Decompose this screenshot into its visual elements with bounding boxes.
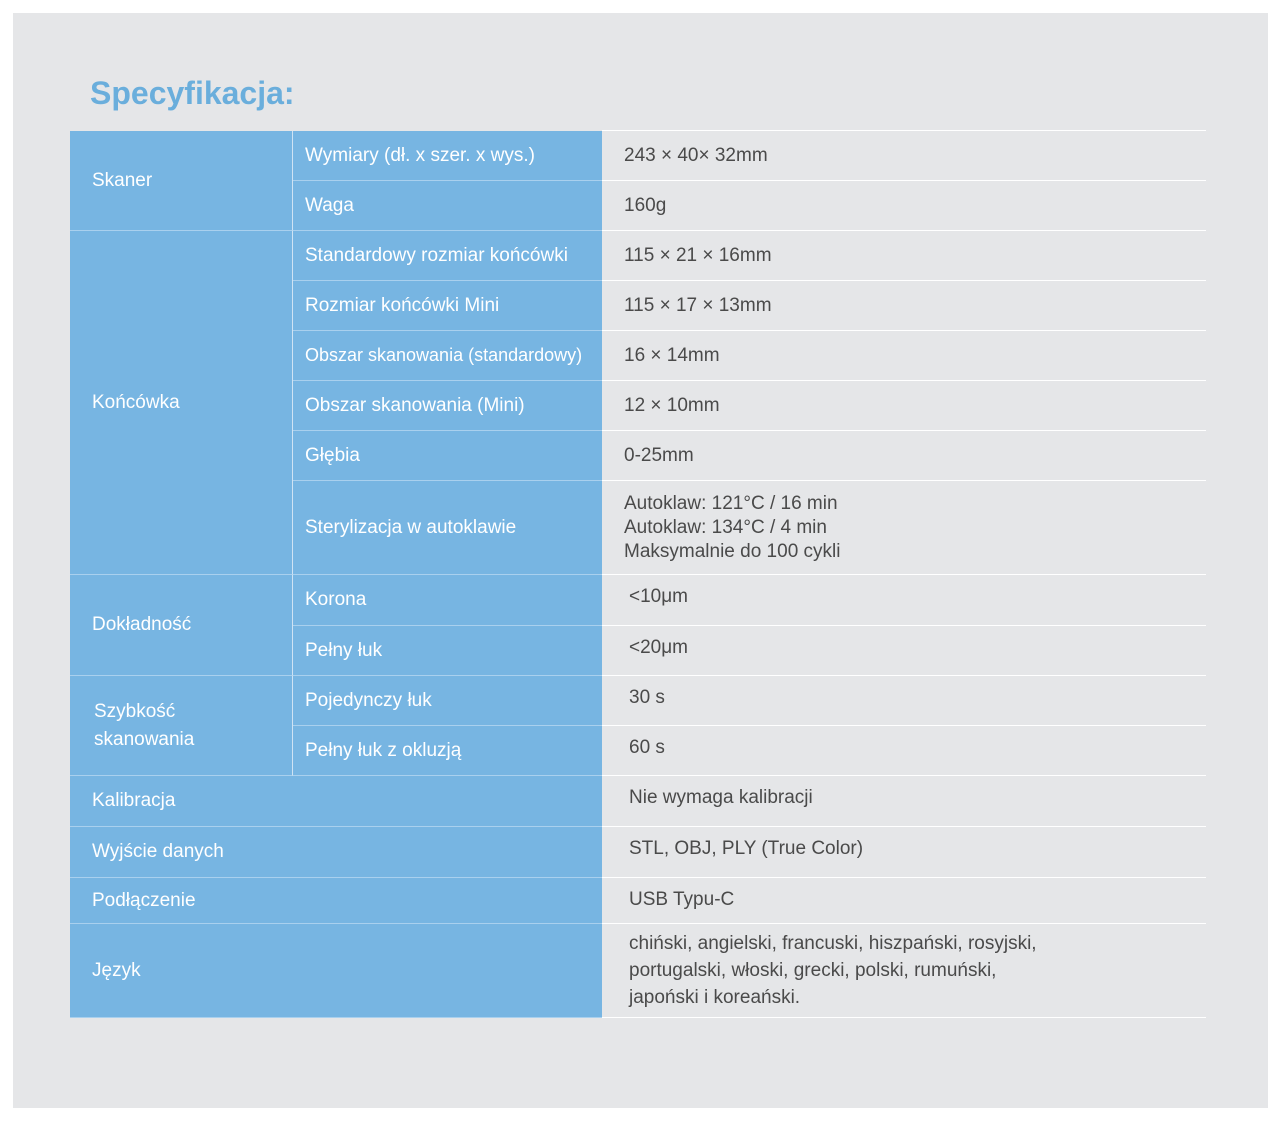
spec-value: 115 × 17 × 13mm [602, 280, 1206, 331]
spec-value: 60 s [602, 725, 1206, 776]
spec-label: Rozmiar końcówki Mini [293, 281, 602, 331]
spec-label: Pełny łuk z okluzją [293, 726, 602, 776]
spec-value: Nie wymaga kalibracji [602, 775, 1206, 827]
spec-value: 160g [602, 180, 1206, 231]
spec-value: 243 × 40× 32mm [602, 130, 1206, 181]
spec-table [70, 131, 1206, 1021]
spec-value: 0-25mm [602, 430, 1206, 481]
spec-value: chiński, angielski, francuski, hiszpański, rosyjski, portugalski, włoski, grecki, polski, rumuński, japoński i koreański. [602, 923, 1206, 1018]
spec-label: Obszar skanowania (standardowy) [293, 331, 602, 381]
spec-label: Wymiary (dł. x szer. x wys.) [293, 131, 602, 181]
spec-value: 16 × 14mm [602, 330, 1206, 381]
spec-value: <20μm [602, 625, 1206, 676]
category-jezyk: Język [70, 924, 602, 1018]
spec-label: Waga [293, 181, 602, 231]
spec-value: STL, OBJ, PLY (True Color) [602, 826, 1206, 878]
page-title: Specyfikacja: [90, 75, 295, 111]
spec-value: 12 × 10mm [602, 380, 1206, 431]
spec-label: Pojedynczy łuk [293, 676, 602, 726]
spec-value: Autoklaw: 121°C / 16 min Autoklaw: 134°C / 4 min Maksymalnie do 100 cykli [602, 480, 1206, 575]
category-dokladnosc: Dokładność [70, 575, 293, 676]
spec-label: Głębia [293, 431, 602, 481]
category-szybkosc: Szybkość skanowania [70, 676, 293, 776]
spec-label: Sterylizacja w autoklawie [293, 481, 602, 575]
spec-label: Obszar skanowania (Mini) [293, 381, 602, 431]
spec-label: Pełny łuk [293, 626, 602, 676]
spec-value: 115 × 21 × 16mm [602, 230, 1206, 281]
spec-label: Standardowy rozmiar końcówki [293, 231, 602, 281]
category-wyjscie: Wyjście danych [70, 827, 602, 878]
category-skaner: Skaner [70, 131, 293, 231]
category-koncowka: Końcówka [70, 231, 293, 575]
spec-value: <10μm [602, 574, 1206, 626]
spec-value: 30 s [602, 675, 1206, 726]
category-podlaczenie: Podłączenie [70, 878, 602, 924]
spec-label: Korona [293, 575, 602, 626]
category-kalibracja: Kalibracja [70, 776, 602, 827]
spec-value: USB Typu-C [602, 877, 1206, 924]
